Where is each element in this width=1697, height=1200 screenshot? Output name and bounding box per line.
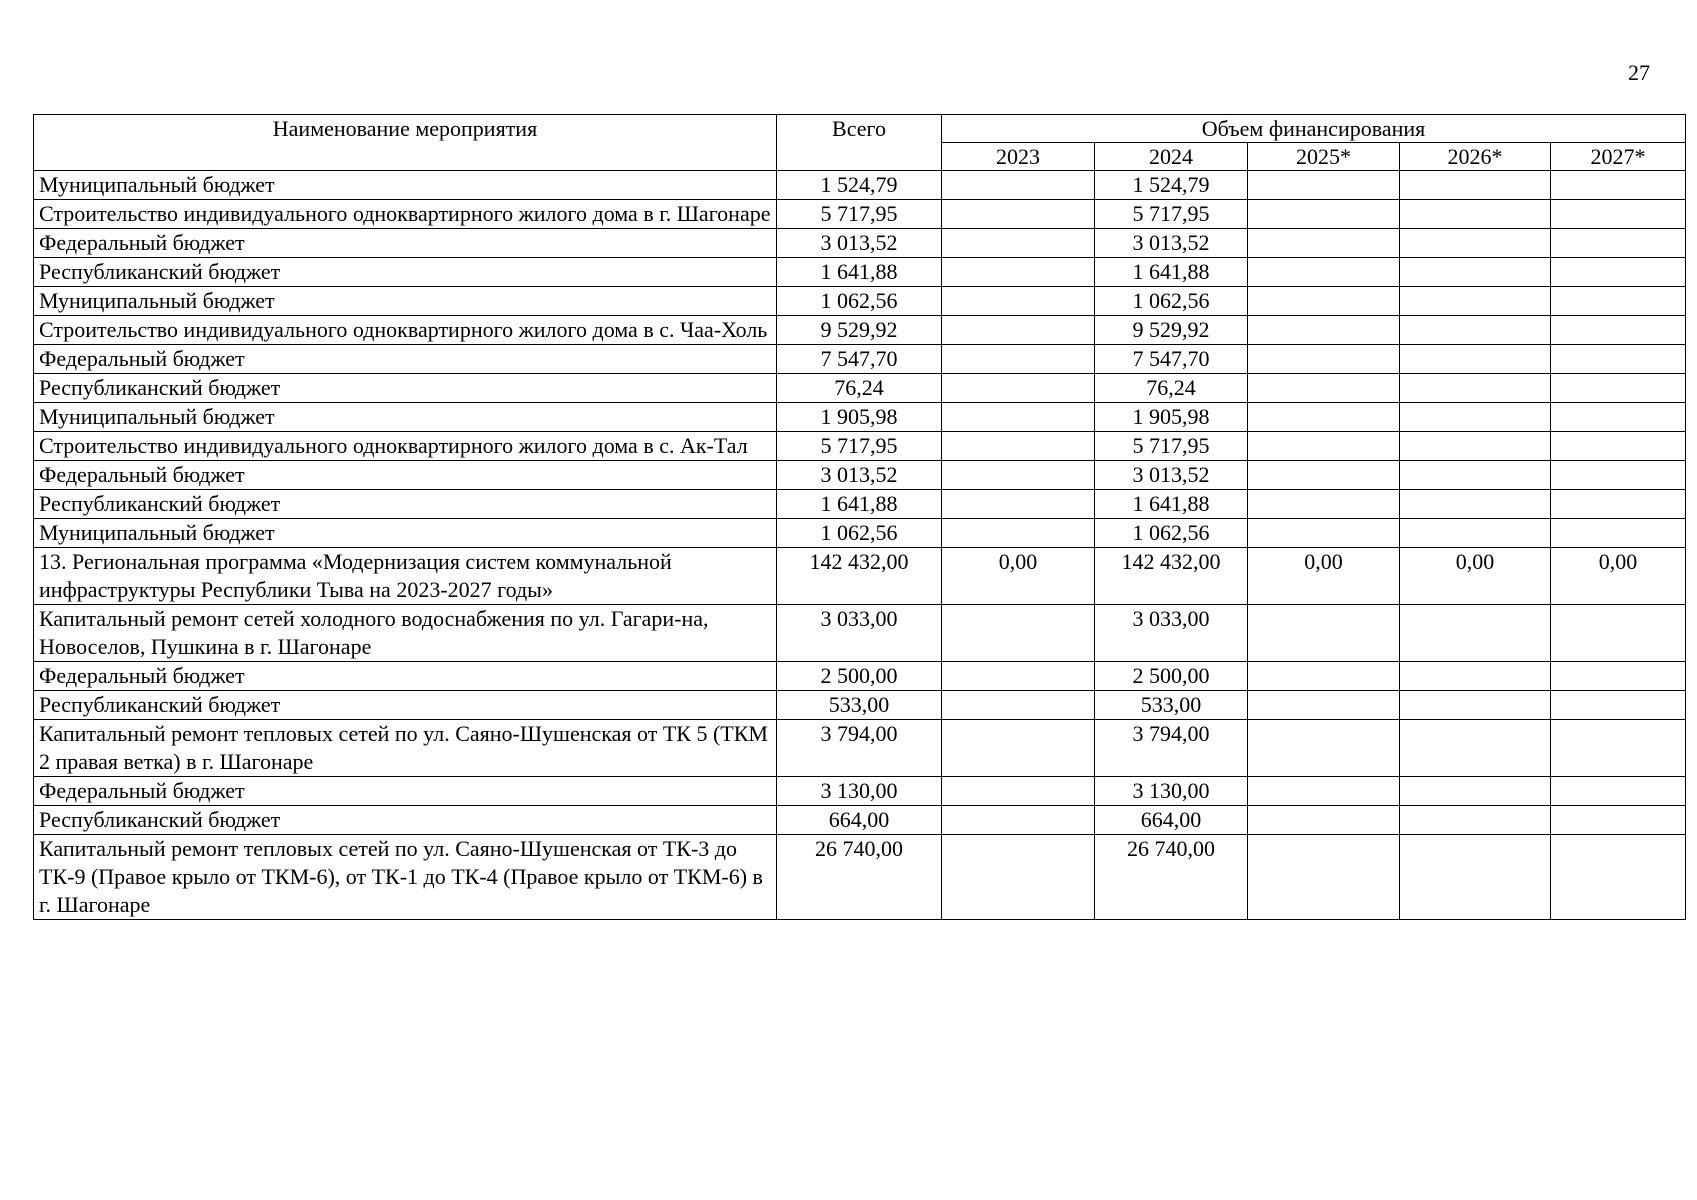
table-row: [34, 605, 1686, 662]
cell-2025: [1248, 720, 1400, 777]
cell-2024: 1 062,56: [1095, 519, 1248, 548]
cell-2024: 9 529,92: [1095, 316, 1248, 345]
row-name: Республиканский бюджет: [34, 490, 777, 519]
financing-table: [33, 114, 1686, 920]
cell-2027: [1551, 461, 1686, 490]
cell-2023: [942, 403, 1095, 432]
table-row: [34, 806, 1686, 835]
row-name: Республиканский бюджет: [34, 258, 777, 287]
row-total: 7 547,70: [777, 345, 942, 374]
table-row: [34, 374, 1686, 403]
header-year: 2026*: [1400, 143, 1551, 171]
cell-2026: [1400, 777, 1551, 806]
cell-2027: [1551, 490, 1686, 519]
row-total: 1 905,98: [777, 403, 942, 432]
cell-2025: [1248, 374, 1400, 403]
row-total: 26 740,00: [777, 835, 942, 920]
table-row: [34, 258, 1686, 287]
cell-2023: [942, 171, 1095, 200]
cell-2024: 5 717,95: [1095, 200, 1248, 229]
row-total: 2 500,00: [777, 662, 942, 691]
cell-2025: [1248, 605, 1400, 662]
cell-2026: [1400, 403, 1551, 432]
row-total: 533,00: [777, 691, 942, 720]
cell-2023: [942, 835, 1095, 920]
page-number: 27: [1628, 60, 1650, 85]
cell-2023: [942, 806, 1095, 835]
row-total: 5 717,95: [777, 432, 942, 461]
cell-2025: [1248, 403, 1400, 432]
cell-2023: [942, 461, 1095, 490]
row-total: 1 524,79: [777, 171, 942, 200]
cell-2025: [1248, 777, 1400, 806]
table-body: [34, 171, 1686, 920]
cell-2027: [1551, 258, 1686, 287]
cell-2024: 1 641,88: [1095, 490, 1248, 519]
table-row: [34, 316, 1686, 345]
table-row: [34, 200, 1686, 229]
cell-2027: [1551, 229, 1686, 258]
cell-2024: 664,00: [1095, 806, 1248, 835]
row-name: 13. Региональная программа «Модернизация систем коммунальной инфраструктуры Республики Тыва на 2023-2027 годы»: [34, 548, 777, 605]
cell-2027: [1551, 519, 1686, 548]
cell-2026: [1400, 806, 1551, 835]
row-name: Республиканский бюджет: [34, 374, 777, 403]
row-name: Федеральный бюджет: [34, 777, 777, 806]
row-name: Федеральный бюджет: [34, 229, 777, 258]
row-name: Строительство индивидуального одноквартирного жилого дома в г. Шагонаре: [34, 200, 777, 229]
row-name: Федеральный бюджет: [34, 662, 777, 691]
cell-2025: [1248, 519, 1400, 548]
header-name: Наименование мероприятия: [34, 115, 777, 171]
row-total: 142 432,00: [777, 548, 942, 605]
row-name: Муниципальный бюджет: [34, 171, 777, 200]
cell-2024: 76,24: [1095, 374, 1248, 403]
row-name: Строительство индивидуального одноквартирного жилого дома в с. Ак-Тал: [34, 432, 777, 461]
cell-2023: [942, 374, 1095, 403]
cell-2025: [1248, 200, 1400, 229]
cell-2024: 3 013,52: [1095, 461, 1248, 490]
cell-2024: 1 062,56: [1095, 287, 1248, 316]
table-row: [34, 835, 1686, 920]
row-total: 1 062,56: [777, 519, 942, 548]
row-name: Строительство индивидуального одноквартирного жилого дома в с. Чаа-Холь: [34, 316, 777, 345]
cell-2027: [1551, 662, 1686, 691]
cell-2024: 3 794,00: [1095, 720, 1248, 777]
cell-2025: [1248, 835, 1400, 920]
cell-2023: [942, 229, 1095, 258]
header-year: 2027*: [1551, 143, 1686, 171]
cell-2027: [1551, 345, 1686, 374]
cell-2025: [1248, 171, 1400, 200]
cell-2026: [1400, 461, 1551, 490]
cell-2023: 0,00: [942, 548, 1095, 605]
cell-2026: [1400, 316, 1551, 345]
cell-2023: [942, 200, 1095, 229]
cell-2025: [1248, 345, 1400, 374]
cell-2024: 1 641,88: [1095, 258, 1248, 287]
cell-2026: [1400, 258, 1551, 287]
table-row: [34, 490, 1686, 519]
table-row: [34, 432, 1686, 461]
row-name: Капитальный ремонт тепловых сетей по ул. Саяно-Шушенская от ТК-3 до ТК-9 (Правое крыло от ТКМ-6), от ТК-1 до ТК-4 (Правое крыло от ТКМ-6) в г. Шагонаре: [34, 835, 777, 920]
cell-2027: [1551, 171, 1686, 200]
cell-2026: [1400, 605, 1551, 662]
cell-2024: 1 524,79: [1095, 171, 1248, 200]
cell-2024: 142 432,00: [1095, 548, 1248, 605]
row-total: 5 717,95: [777, 200, 942, 229]
cell-2023: [942, 777, 1095, 806]
row-name: Муниципальный бюджет: [34, 403, 777, 432]
table-row: [34, 345, 1686, 374]
cell-2023: [942, 490, 1095, 519]
cell-2023: [942, 432, 1095, 461]
cell-2023: [942, 605, 1095, 662]
row-total: 664,00: [777, 806, 942, 835]
row-name: Муниципальный бюджет: [34, 287, 777, 316]
cell-2027: [1551, 403, 1686, 432]
cell-2026: [1400, 691, 1551, 720]
cell-2027: [1551, 806, 1686, 835]
cell-2024: 1 905,98: [1095, 403, 1248, 432]
row-name: Республиканский бюджет: [34, 691, 777, 720]
cell-2025: [1248, 806, 1400, 835]
header-year: 2023: [942, 143, 1095, 171]
row-total: 3 794,00: [777, 720, 942, 777]
cell-2026: [1400, 720, 1551, 777]
table-row: [34, 403, 1686, 432]
cell-2024: 5 717,95: [1095, 432, 1248, 461]
row-total: 1 641,88: [777, 258, 942, 287]
cell-2027: [1551, 777, 1686, 806]
cell-2027: [1551, 835, 1686, 920]
header-total: Всего: [777, 115, 942, 171]
cell-2027: [1551, 720, 1686, 777]
cell-2026: [1400, 229, 1551, 258]
cell-2025: [1248, 490, 1400, 519]
cell-2023: [942, 519, 1095, 548]
cell-2026: [1400, 835, 1551, 920]
cell-2027: [1551, 605, 1686, 662]
cell-2025: 0,00: [1248, 548, 1400, 605]
cell-2026: [1400, 200, 1551, 229]
cell-2026: [1400, 287, 1551, 316]
cell-2027: [1551, 691, 1686, 720]
cell-2026: [1400, 171, 1551, 200]
row-total: 1 641,88: [777, 490, 942, 519]
cell-2027: [1551, 200, 1686, 229]
cell-2025: [1248, 316, 1400, 345]
row-total: 3 013,52: [777, 461, 942, 490]
cell-2027: [1551, 316, 1686, 345]
cell-2026: [1400, 519, 1551, 548]
cell-2027: [1551, 432, 1686, 461]
row-total: 1 062,56: [777, 287, 942, 316]
cell-2027: [1551, 374, 1686, 403]
table-row: [34, 461, 1686, 490]
cell-2024: 3 130,00: [1095, 777, 1248, 806]
table-row: [34, 777, 1686, 806]
table-row: [34, 720, 1686, 777]
cell-2025: [1248, 258, 1400, 287]
cell-2024: 3 013,52: [1095, 229, 1248, 258]
cell-2026: 0,00: [1400, 548, 1551, 605]
row-name: Республиканский бюджет: [34, 806, 777, 835]
table-row: [34, 548, 1686, 605]
row-name: Федеральный бюджет: [34, 345, 777, 374]
row-total: 3 013,52: [777, 229, 942, 258]
cell-2023: [942, 316, 1095, 345]
cell-2027: [1551, 287, 1686, 316]
cell-2023: [942, 287, 1095, 316]
cell-2023: [942, 720, 1095, 777]
row-total: 3 130,00: [777, 777, 942, 806]
table-row: [34, 691, 1686, 720]
table-row: [34, 229, 1686, 258]
header-row: [34, 115, 1686, 143]
row-total: 76,24: [777, 374, 942, 403]
cell-2023: [942, 691, 1095, 720]
row-name: Федеральный бюджет: [34, 461, 777, 490]
cell-2026: [1400, 662, 1551, 691]
table-row: [34, 171, 1686, 200]
cell-2025: [1248, 662, 1400, 691]
table-row: [34, 662, 1686, 691]
row-name: Капитальный ремонт сетей холодного водоснабжения по ул. Гагари-на, Новоселов, Пушкина в г. Шагонаре: [34, 605, 777, 662]
table-row: [34, 519, 1686, 548]
header-year: 2024: [1095, 143, 1248, 171]
cell-2024: 2 500,00: [1095, 662, 1248, 691]
cell-2024: 26 740,00: [1095, 835, 1248, 920]
cell-2023: [942, 345, 1095, 374]
cell-2025: [1248, 229, 1400, 258]
cell-2025: [1248, 432, 1400, 461]
cell-2026: [1400, 432, 1551, 461]
cell-2026: [1400, 490, 1551, 519]
cell-2024: 3 033,00: [1095, 605, 1248, 662]
row-name: Муниципальный бюджет: [34, 519, 777, 548]
row-total: 3 033,00: [777, 605, 942, 662]
table-row: [34, 287, 1686, 316]
cell-2024: 533,00: [1095, 691, 1248, 720]
cell-2025: [1248, 287, 1400, 316]
cell-2025: [1248, 691, 1400, 720]
header-financing-volume: Объем финансирования: [942, 115, 1686, 143]
cell-2027: 0,00: [1551, 548, 1686, 605]
cell-2025: [1248, 461, 1400, 490]
cell-2023: [942, 662, 1095, 691]
cell-2026: [1400, 345, 1551, 374]
row-name: Капитальный ремонт тепловых сетей по ул. Саяно-Шушенская от ТК 5 (ТКМ 2 правая ветка) в г. Шагонаре: [34, 720, 777, 777]
cell-2024: 7 547,70: [1095, 345, 1248, 374]
cell-2026: [1400, 374, 1551, 403]
cell-2023: [942, 258, 1095, 287]
header-year: 2025*: [1248, 143, 1400, 171]
row-total: 9 529,92: [777, 316, 942, 345]
